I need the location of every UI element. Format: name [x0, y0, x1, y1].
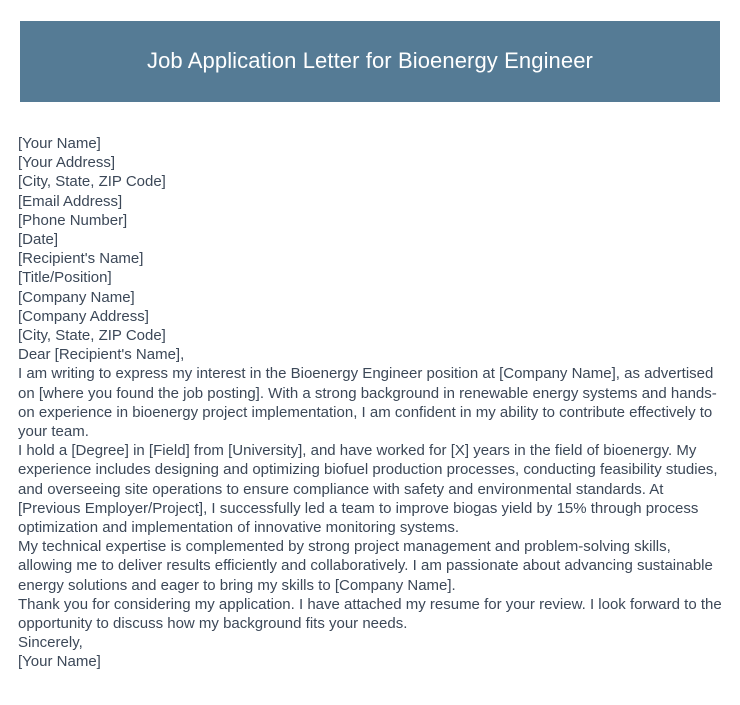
signature-name: [Your Name]: [18, 653, 101, 671]
body-paragraph-3: My technical expertise is complemented by strong project management and problem-solving skills, allowing me to deliver results efficiently and collaboratively. I am passionate about advancing sustainable energy solutions and eager to bring my skills to [Company Name].: [18, 538, 713, 594]
recipient-line: [Company Name]: [18, 288, 135, 306]
sender-line: [City, State, ZIP Code]: [18, 173, 166, 191]
recipient-line: [Company Address]: [18, 307, 149, 325]
salutation: Dear [Recipient's Name],: [18, 346, 185, 364]
sender-line: [Your Address]: [18, 154, 116, 172]
sender-line: [Email Address]: [18, 192, 123, 210]
recipient-address-block: [18, 249, 724, 345]
page-title: Job Application Letter for Bioenergy Engineer: [146, 48, 593, 74]
letter-header-banner: [20, 21, 720, 102]
sender-address-block: [18, 134, 724, 249]
sender-line: [Your Name]: [18, 135, 101, 152]
body-paragraph-1: I am writing to express my interest in the Bioenergy Engineer position at [Company Name], as advertised on [where you found the job posting]. With a strong background in renewable energy systems and hands-on experience in bioenergy project implementation, I am confident in my ability to contribute effectively to your team.: [18, 365, 717, 441]
letter-body: [18, 134, 724, 672]
recipient-line: [Title/Position]: [18, 269, 112, 287]
sender-line: [Date]: [18, 231, 59, 249]
sender-line: [Phone Number]: [18, 211, 128, 229]
closing-salutation: Sincerely,: [18, 634, 83, 652]
recipient-line: [City, State, ZIP Code]: [18, 327, 166, 345]
recipient-line: [Recipient's Name]: [18, 250, 144, 268]
body-paragraph-2: I hold a [Degree] in [Field] from [University], and have worked for [X] years in the field of bioenergy. My experience includes designing and optimizing biofuel production processes, conducting feasibility studies, and overseeing site operations to ensure compliance with safety and environmental standards. At [Previous Employer/Project], I successfully led a team to improve biogas yield by 15% through process optimization and implementation of innovative monitoring systems.: [18, 442, 718, 537]
body-paragraph-4: Thank you for considering my application. I have attached my resume for your review. I look forward to the opportunity to discuss how my background fits your needs.: [18, 595, 722, 633]
